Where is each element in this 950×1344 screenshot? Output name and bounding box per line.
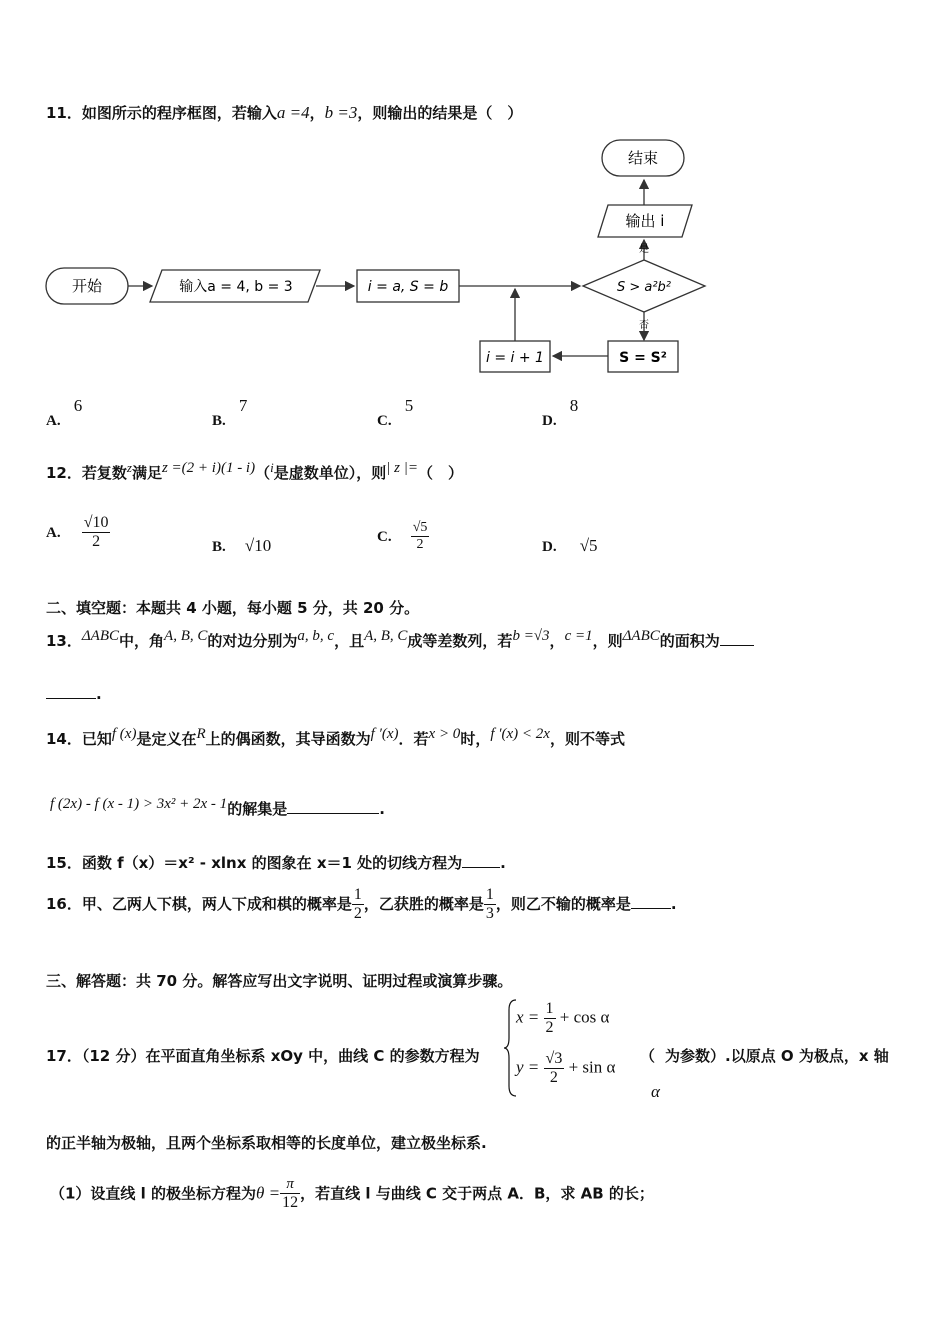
- flowchart: [0, 0, 950, 400]
- q12-option-b: B. √10: [212, 536, 272, 555]
- q13-stem: 13．$^{\Delta ABC}$中，角$^{A, B, C}$的对边分别为$^{a, b, c}$，且$^{A, B, C}$成等差数列，若$^{b =√3}$，$^{c =1}$，则$^{\Delta ABC}$的面积为: [46, 628, 754, 651]
- flow-assign-label: i = a, S = b: [367, 279, 449, 295]
- q14-inequality: $^{f (2x) - f (x - 1) > 3x^2 + 2x - 1}$的解集是 .: [50, 796, 385, 818]
- flow-increment-label: i = i + 1: [486, 350, 544, 366]
- q11-stem: 11．如图所示的程序框图，若输入a =4，b =3，则输出的结果是（ ）: [46, 103, 523, 122]
- q11-option-c: C. 5: [377, 396, 414, 429]
- q11-b: b =3: [324, 103, 358, 122]
- q12-option-d: D. √5: [542, 536, 598, 555]
- q13-blank-cont: .: [46, 685, 102, 703]
- q14-stem: 14．已知$^{f (x)}$是定义在$^R$上的偶函数，其导函数为$^{f '(x)}$．若$^{x > 0}$时，$^{f '(x) < 2x}$，则不等式: [46, 726, 625, 748]
- q12-option-a: A. $\frac{√10}{2}$: [46, 514, 109, 550]
- q16-stem: 16．甲、乙两人下棋，两人下成和棋的概率是 $\frac{1}{2}$ ，乙获胜的概率是 $\frac{1}{3}$ ，则乙不输的概率是 .: [46, 886, 677, 922]
- flow-output-label: 输出 i: [625, 212, 665, 230]
- q11-option-a: A. 6: [46, 396, 83, 429]
- flow-condition-label: S > a²b²: [616, 280, 672, 295]
- flow-no: 否: [639, 320, 649, 331]
- q15-stem: 15．函数 f（x）＝x² - xlnx 的图象在 x＝1 处的切线方程为 .: [46, 854, 506, 872]
- q17-eq-x: x = $\frac{1}{2}$ + cos α: [516, 1000, 610, 1036]
- flow-start-label: 开始: [71, 277, 103, 295]
- q17-eq-y: y = $\frac{√3}{2}$ + sin α: [516, 1050, 616, 1086]
- flow-square-label: S = S²: [619, 350, 667, 366]
- flow-input-label: 输入a = 4, b = 3: [179, 279, 293, 295]
- q17-part1: （1）设直线 l 的极坐标方程为θ = $\frac{\pi}{12}$ ，若直线 l 与曲线 C 交于两点 A．B，求 AB 的长；: [50, 1176, 654, 1211]
- q17-param: （ 为参数）.以原点 O 为极点，x 轴: [640, 1047, 889, 1065]
- q11-option-b: B. 7: [212, 396, 248, 429]
- q11-option-d: D. 8: [542, 396, 579, 429]
- q17-stem: 17．（12 分）在平面直角坐标系 xOy 中，曲线 C 的参数方程为: [46, 1047, 480, 1065]
- flow-end-label: 结束: [627, 149, 659, 167]
- q17-alpha: α: [651, 1082, 660, 1101]
- flow-yes: 是: [639, 244, 649, 255]
- q11-a: a =4: [276, 103, 310, 122]
- q12-option-c: C. $\frac{√5}{2}$: [377, 520, 428, 552]
- section3-heading: 三、解答题：共 70 分。解答应写出文字说明、证明过程或演算步骤。: [46, 972, 513, 990]
- q17-line2: 的正半轴为极轴，且两个坐标系取相等的长度单位，建立极坐标系.: [46, 1134, 487, 1152]
- section2-heading: 二、填空题：本题共 4 小题，每小题 5 分，共 20 分。: [46, 599, 420, 617]
- q12-stem: 12．若复数$^z$满足$^{z =(2 + i)(1 - i)}$（$^i$是虚数单位），则$^{| z |=}$（ ）: [46, 460, 463, 482]
